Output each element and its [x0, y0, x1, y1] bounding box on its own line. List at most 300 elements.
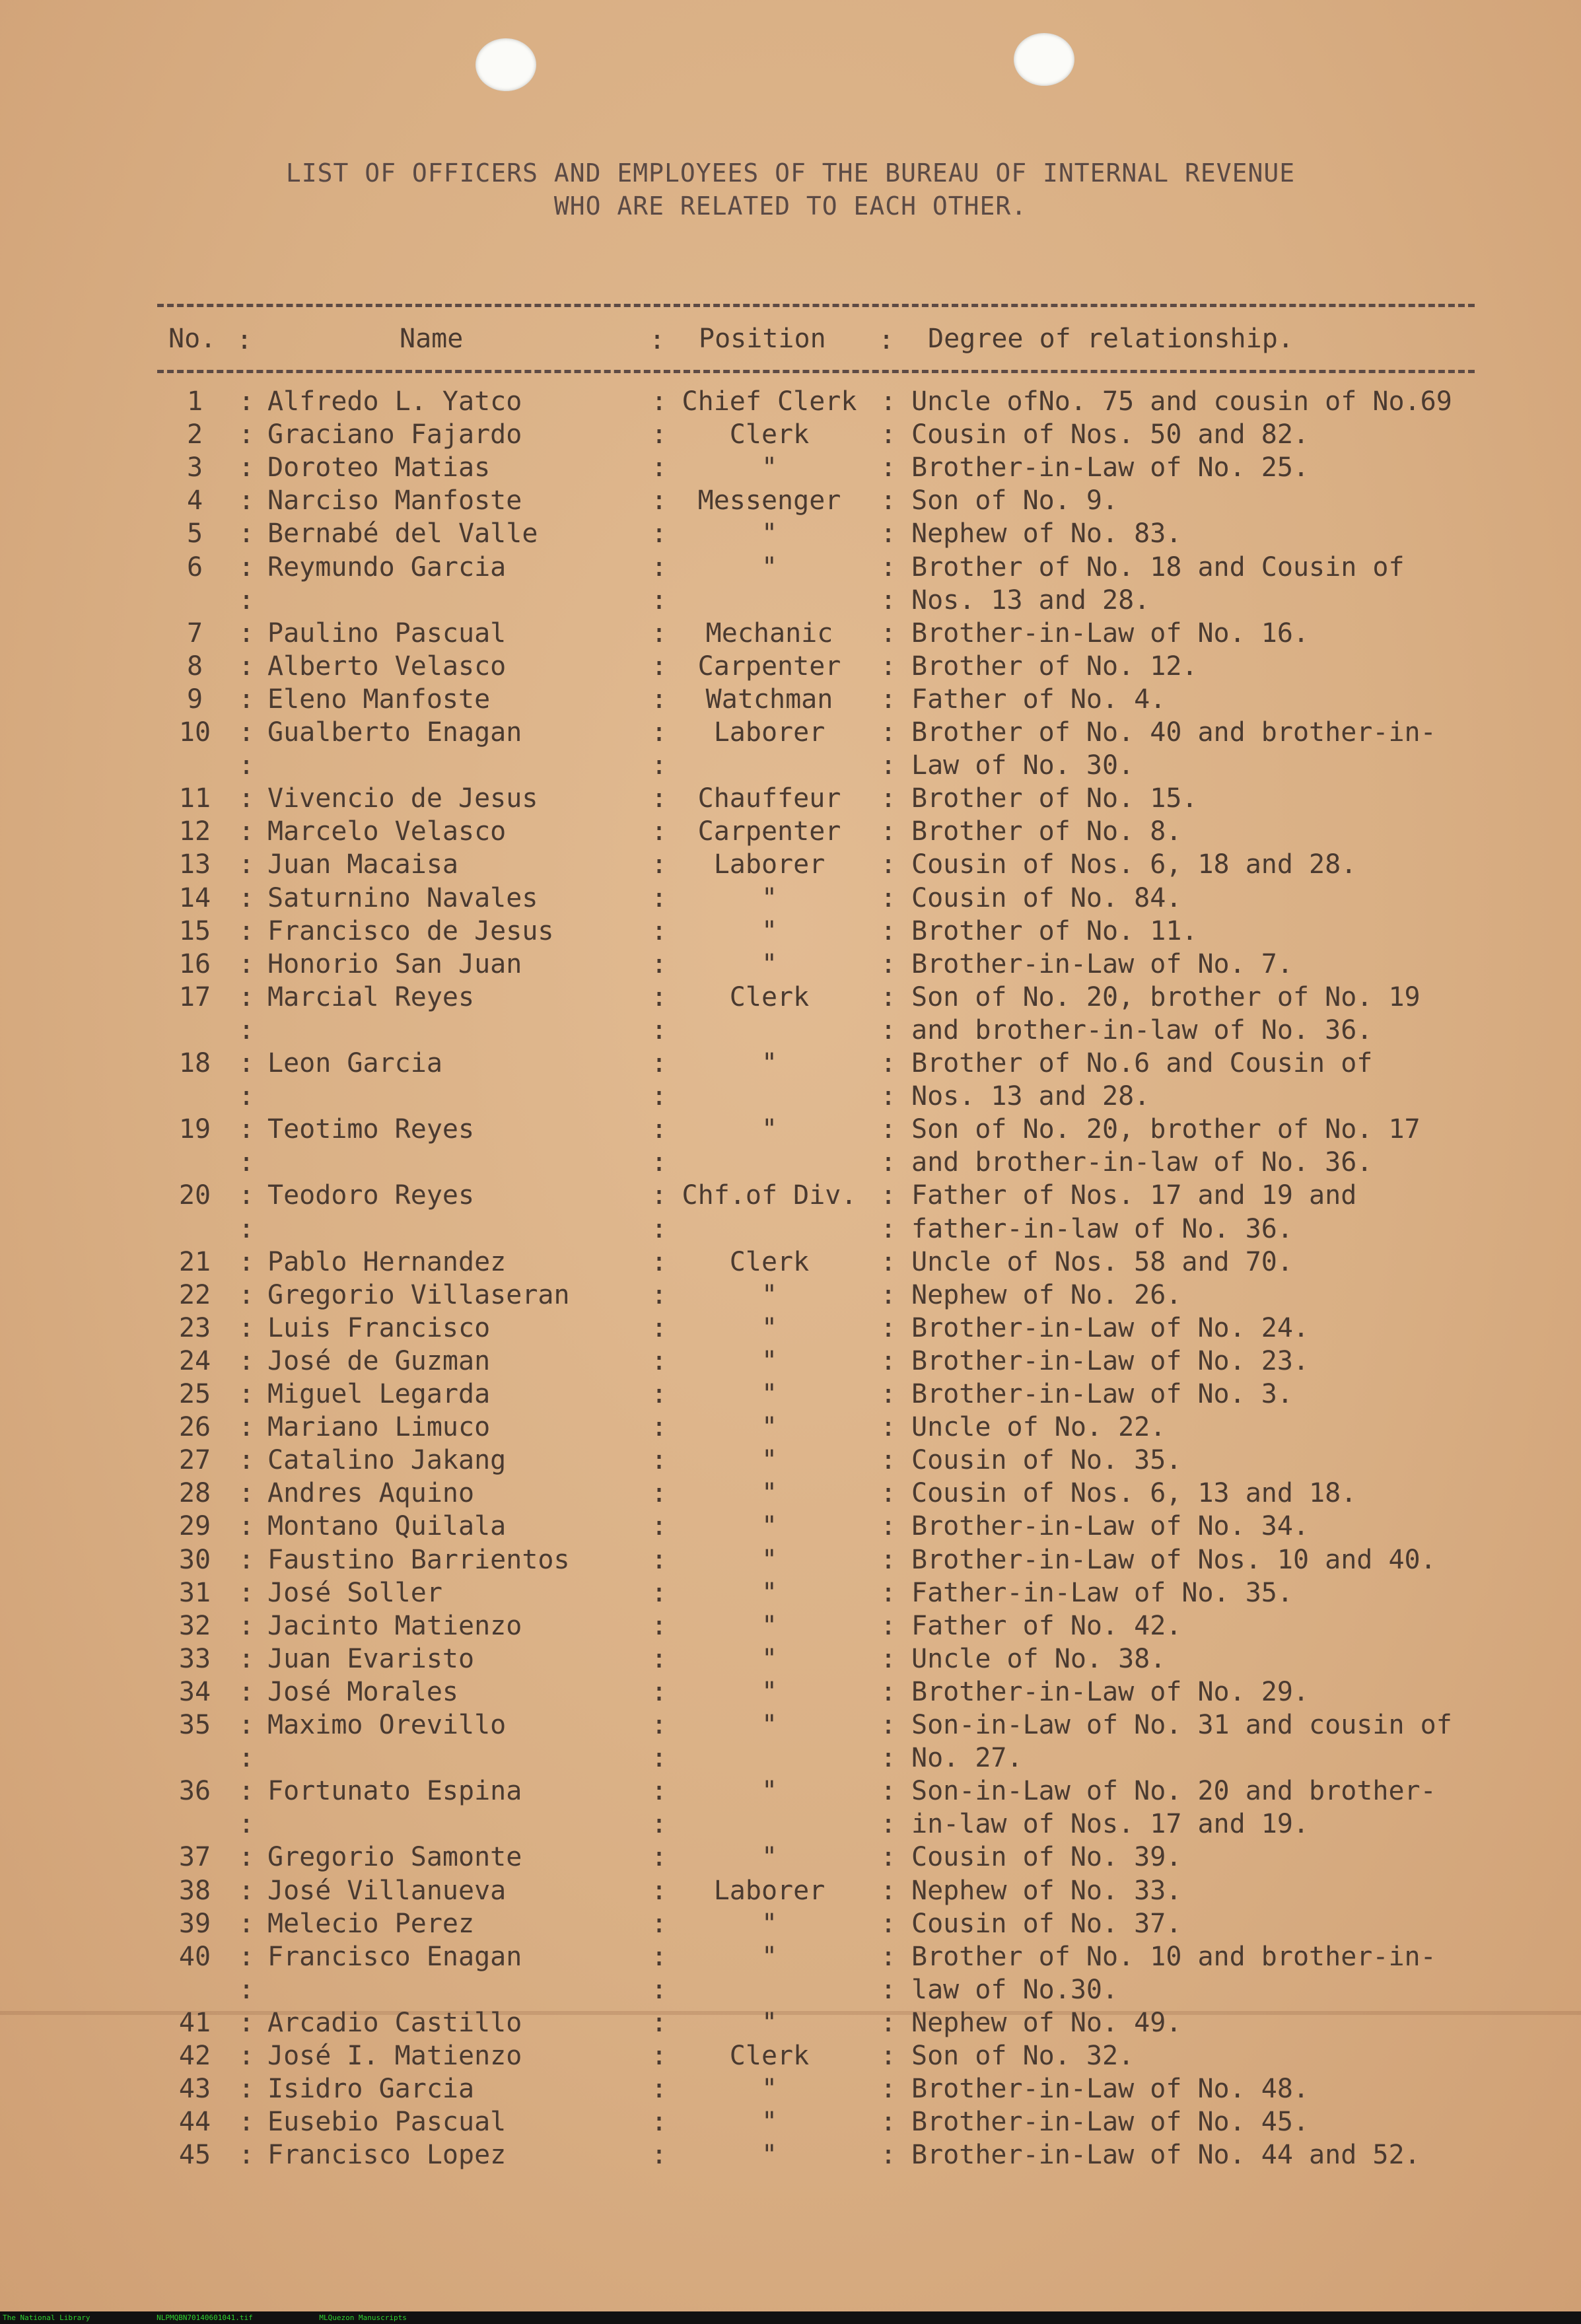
row-name: Francisco de Jesus: [267, 915, 554, 946]
column-separator: :: [880, 849, 897, 880]
table-row: [0, 1776, 1581, 1809]
row-name: Melecio Perez: [267, 1908, 475, 1939]
row-name: Luis Francisco: [267, 1312, 491, 1343]
column-separator: :: [238, 651, 255, 682]
column-separator: :: [238, 452, 255, 483]
row-number: 9: [186, 684, 203, 715]
header-sep: :: [878, 325, 895, 355]
row-name: Catalino Jakang: [267, 1445, 507, 1476]
column-separator: :: [238, 750, 255, 781]
column-separator: :: [880, 1081, 897, 1112]
column-separator: :: [650, 1014, 668, 1045]
column-separator: :: [880, 1246, 897, 1277]
column-separator: :: [238, 816, 255, 847]
punch-hole: [1014, 33, 1074, 86]
table-row: [0, 2008, 1581, 2041]
table-row: [0, 1809, 1581, 1842]
row-name: Marcelo Velasco: [267, 816, 507, 847]
row-number: 3: [186, 452, 203, 483]
column-separator: :: [650, 1676, 668, 1707]
column-separator: :: [238, 2107, 255, 2138]
row-relationship: Uncle of No. 38.: [911, 1643, 1166, 1674]
table-row: [0, 1081, 1581, 1114]
column-separator: :: [238, 1180, 255, 1211]
row-relationship: Nos. 13 and 28.: [911, 584, 1150, 616]
table-row: [0, 518, 1581, 551]
row-name: Andres Aquino: [267, 1478, 475, 1509]
row-name: Saturnino Navales: [267, 882, 538, 913]
column-separator: :: [880, 783, 897, 814]
row-number: 22: [178, 1279, 211, 1310]
top-dashed-rule: [157, 304, 1475, 307]
column-separator: :: [238, 1114, 255, 1145]
column-separator: :: [650, 750, 668, 781]
column-separator: :: [238, 948, 255, 979]
row-number: 12: [178, 816, 211, 847]
row-position: ": [761, 1610, 778, 1641]
row-number: 20: [178, 1180, 211, 1211]
table-row: [0, 1313, 1581, 1346]
column-separator: :: [650, 1842, 668, 1873]
column-separator: :: [650, 1081, 668, 1112]
table-row: [0, 1743, 1581, 1776]
column-separator: :: [238, 1676, 255, 1707]
column-separator: :: [650, 2107, 668, 2138]
table-row: [0, 783, 1581, 816]
column-separator: :: [650, 2041, 668, 2071]
row-name: Miguel Legarda: [267, 1379, 491, 1409]
column-separator: :: [880, 1345, 897, 1376]
row-relationship: Brother-in-Law of No. 45.: [911, 2107, 1310, 2138]
row-relationship: Son of No. 20, brother of No. 19: [911, 981, 1421, 1012]
column-separator: :: [650, 1974, 668, 2005]
row-relationship: Cousin of No. 84.: [911, 882, 1182, 913]
row-position: ": [761, 1345, 778, 1376]
table-row: [0, 1280, 1581, 1313]
row-number: 5: [186, 518, 203, 549]
table-row: [0, 883, 1581, 916]
column-separator: :: [650, 981, 668, 1012]
table-row: [0, 684, 1581, 717]
column-separator: :: [650, 1776, 668, 1807]
punch-hole: [475, 38, 536, 91]
row-number: 26: [178, 1412, 211, 1443]
row-number: 18: [178, 1048, 211, 1078]
table-row: [0, 1975, 1581, 2008]
column-separator: :: [880, 1875, 897, 1906]
table-row: [0, 585, 1581, 618]
table-row: [0, 1478, 1581, 1511]
row-name: Marcial Reyes: [267, 981, 475, 1012]
row-name: Juan Macaisa: [267, 849, 458, 880]
table-row: [0, 618, 1581, 651]
column-separator: :: [238, 1345, 255, 1376]
row-name: Francisco Lopez: [267, 2140, 507, 2171]
column-separator: :: [238, 1379, 255, 1409]
column-separator: :: [650, 1345, 668, 1376]
column-separator: :: [238, 617, 255, 649]
column-separator: :: [880, 2007, 897, 2038]
row-position: Carpenter: [697, 651, 841, 682]
table-row: [0, 2107, 1581, 2140]
row-relationship: Brother of No.6 and Cousin of: [911, 1048, 1373, 1078]
column-separator: :: [238, 915, 255, 946]
row-position: ": [761, 452, 778, 483]
row-number: 21: [178, 1246, 211, 1277]
row-relationship: Brother-in-Law of No. 34.: [911, 1511, 1310, 1542]
column-separator: :: [880, 1213, 897, 1244]
row-position: Chf.of Div.: [682, 1180, 857, 1211]
row-relationship: Father-in-Law of No. 35.: [911, 1577, 1293, 1608]
table-row: [0, 1942, 1581, 1975]
row-number: 39: [178, 1908, 211, 1939]
column-separator: :: [650, 849, 668, 880]
column-separator: :: [880, 2041, 897, 2071]
table-row: [0, 1445, 1581, 1478]
row-relationship: Brother-in-Law of No. 48.: [911, 2074, 1310, 2105]
column-separator: :: [880, 1379, 897, 1409]
row-relationship: Brother-in-Law of Nos. 10 and 40.: [911, 1544, 1436, 1575]
row-relationship: Brother of No. 40 and brother-in-: [911, 717, 1436, 748]
row-position: ": [761, 2107, 778, 2138]
row-relationship: Nos. 13 and 28.: [911, 1081, 1150, 1112]
table-row: [0, 1578, 1581, 1611]
column-separator: :: [238, 1908, 255, 1939]
row-number: 2: [186, 419, 203, 450]
column-separator: :: [880, 584, 897, 616]
column-separator: :: [238, 981, 255, 1012]
column-separator: :: [880, 1809, 897, 1840]
row-name: Vivencio de Jesus: [267, 783, 538, 814]
column-separator: :: [650, 1875, 668, 1906]
row-name: Juan Evaristo: [267, 1643, 475, 1674]
column-separator: :: [238, 1743, 255, 1774]
row-relationship: Cousin of No. 39.: [911, 1842, 1182, 1873]
table-row: [0, 1048, 1581, 1081]
row-relationship: Father of No. 42.: [911, 1610, 1182, 1641]
row-relationship: Brother-in-Law of No. 23.: [911, 1345, 1310, 1376]
column-separator: :: [238, 1643, 255, 1674]
column-separator: :: [880, 1908, 897, 1939]
column-separator: :: [650, 1445, 668, 1476]
column-separator: :: [650, 584, 668, 616]
column-separator: :: [238, 1842, 255, 1873]
row-position: ": [761, 1676, 778, 1707]
footer-library: The National Library: [3, 2313, 90, 2322]
row-relationship: Brother-in-Law of No. 16.: [911, 617, 1310, 649]
row-position: ": [761, 2074, 778, 2105]
column-separator: :: [880, 717, 897, 748]
column-separator: :: [650, 1710, 668, 1740]
column-separator: :: [650, 783, 668, 814]
row-number: 40: [178, 1941, 211, 1972]
row-position: Chauffeur: [697, 783, 841, 814]
row-relationship: Cousin of Nos. 50 and 82.: [911, 419, 1310, 450]
row-position: ": [761, 1577, 778, 1608]
column-separator: :: [650, 717, 668, 748]
column-separator: :: [238, 1246, 255, 1277]
row-position: ": [761, 948, 778, 979]
table-row: [0, 816, 1581, 849]
row-name: Gregorio Villaseran: [267, 1279, 570, 1310]
row-number: 8: [186, 651, 203, 682]
row-name: Isidro Garcia: [267, 2074, 475, 2105]
row-number: 19: [178, 1114, 211, 1145]
row-position: ": [761, 2007, 778, 2038]
column-separator: :: [880, 1445, 897, 1476]
scan-footer: [0, 2311, 1581, 2324]
table-row: [0, 1346, 1581, 1379]
table-row: [0, 1876, 1581, 1909]
table-row: [0, 651, 1581, 684]
row-name: Gregorio Samonte: [267, 1842, 522, 1873]
row-position: ": [761, 1048, 778, 1078]
column-separator: :: [238, 1776, 255, 1807]
row-number: 17: [178, 981, 211, 1012]
column-separator: :: [650, 1511, 668, 1542]
column-separator: :: [880, 1412, 897, 1443]
row-relationship: Brother of No. 15.: [911, 783, 1198, 814]
row-position: ": [761, 1710, 778, 1740]
row-name: José Morales: [267, 1676, 458, 1707]
column-separator: :: [880, 2074, 897, 2105]
column-separator: :: [650, 2140, 668, 2171]
footer-collection: MLQuezon Manuscripts: [319, 2313, 407, 2322]
row-relationship: Law of No. 30.: [911, 750, 1135, 781]
column-separator: :: [238, 518, 255, 549]
column-separator: :: [238, 485, 255, 516]
row-name: Eleno Manfoste: [267, 684, 491, 715]
row-number: 24: [178, 1345, 211, 1376]
row-name: Teodoro Reyes: [267, 1180, 475, 1211]
row-name: Fortunato Espina: [267, 1776, 522, 1807]
column-separator: :: [650, 1941, 668, 1972]
document-title-line-2: WHO ARE RELATED TO EACH OTHER.: [553, 192, 1028, 221]
table-row: [0, 1180, 1581, 1213]
row-relationship: Brother-in-Law of No. 29.: [911, 1676, 1310, 1707]
column-separator: :: [880, 1577, 897, 1608]
column-separator: :: [650, 1246, 668, 1277]
header-sep: :: [649, 325, 666, 355]
table-row: [0, 982, 1581, 1015]
column-separator: :: [880, 882, 897, 913]
column-separator: :: [650, 1213, 668, 1244]
row-number: 32: [178, 1610, 211, 1641]
row-position: ": [761, 2140, 778, 2171]
column-separator: :: [880, 684, 897, 715]
row-number: 28: [178, 1478, 211, 1509]
table-row: [0, 1114, 1581, 1147]
row-relationship: Brother-in-Law of No. 7.: [911, 948, 1293, 979]
row-position: ": [761, 518, 778, 549]
column-separator: :: [650, 1048, 668, 1078]
column-separator: :: [238, 419, 255, 450]
column-separator: :: [880, 1478, 897, 1509]
row-relationship: Father of No. 4.: [911, 684, 1166, 715]
column-separator: :: [238, 1279, 255, 1310]
column-separator: :: [880, 1147, 897, 1178]
row-position: ": [761, 1312, 778, 1343]
table-row: [0, 452, 1581, 485]
row-relationship: Brother of No. 10 and brother-in-: [911, 1941, 1436, 1972]
column-separator: :: [238, 1974, 255, 2005]
row-name: Mariano Limuco: [267, 1412, 491, 1443]
row-name: Alberto Velasco: [267, 651, 507, 682]
column-separator: :: [238, 584, 255, 616]
row-name: Montano Quilala: [267, 1511, 507, 1542]
column-separator: :: [650, 684, 668, 715]
column-separator: :: [238, 783, 255, 814]
row-relationship: Cousin of No. 37.: [911, 1908, 1182, 1939]
row-position: ": [761, 1279, 778, 1310]
table-row: [0, 552, 1581, 585]
row-number: 42: [178, 2041, 211, 2071]
column-separator: :: [238, 1147, 255, 1178]
row-relationship: Son of No. 32.: [911, 2041, 1135, 2071]
column-separator: :: [880, 1014, 897, 1045]
row-position: Laborer: [713, 1875, 826, 1906]
row-name: Reymundo Garcia: [267, 551, 507, 582]
table-row: [0, 750, 1581, 783]
row-name: Pablo Hernandez: [267, 1246, 507, 1277]
table-row: [0, 2140, 1581, 2173]
row-relationship: Brother-in-Law of No. 24.: [911, 1312, 1310, 1343]
row-relationship: Cousin of Nos. 6, 18 and 28.: [911, 849, 1357, 880]
row-name: José Soller: [267, 1577, 442, 1608]
table-row: [0, 1147, 1581, 1180]
column-separator: :: [880, 948, 897, 979]
table-row: [0, 717, 1581, 750]
row-position: Laborer: [713, 717, 826, 748]
row-relationship: Uncle of Nos. 58 and 70.: [911, 1246, 1293, 1277]
column-separator: :: [880, 1676, 897, 1707]
column-separator: :: [880, 981, 897, 1012]
row-number: 43: [178, 2074, 211, 2105]
column-separator: :: [238, 1014, 255, 1045]
row-relationship: Son-in-Law of No. 31 and cousin of: [911, 1710, 1452, 1740]
row-relationship: Brother-in-Law of No. 3.: [911, 1379, 1293, 1409]
row-name: Alfredo L. Yatco: [267, 386, 522, 417]
row-name: Gualberto Enagan: [267, 717, 522, 748]
row-name: José Villanueva: [267, 1875, 507, 1906]
column-separator: :: [238, 1710, 255, 1740]
column-separator: :: [238, 1081, 255, 1112]
row-position: ": [761, 1941, 778, 1972]
row-number: 41: [178, 2007, 211, 2038]
column-separator: :: [238, 1511, 255, 1542]
row-position: Laborer: [713, 849, 826, 880]
row-position: Mechanic: [705, 617, 833, 649]
column-separator: :: [880, 617, 897, 649]
row-number: 45: [178, 2140, 211, 2171]
row-name: Teotimo Reyes: [267, 1114, 475, 1145]
column-separator: :: [238, 1577, 255, 1608]
column-separator: :: [650, 1114, 668, 1145]
table-row: [0, 949, 1581, 982]
column-separator: :: [880, 386, 897, 417]
column-separator: :: [650, 1312, 668, 1343]
table-row: [0, 1545, 1581, 1578]
row-name: Arcadio Castillo: [267, 2007, 522, 2038]
row-position: ": [761, 1412, 778, 1443]
header-no: No.: [168, 324, 217, 354]
row-relationship: Nephew of No. 83.: [911, 518, 1182, 549]
column-separator: :: [880, 1643, 897, 1674]
row-number: 1: [186, 386, 203, 417]
footer-file: NLPMQBN70140601041.tif: [157, 2313, 253, 2322]
row-relationship: Uncle ofNo. 75 and cousin of No.69: [911, 386, 1452, 417]
row-name: Bernabé del Valle: [267, 518, 538, 549]
column-separator: :: [238, 2140, 255, 2171]
row-number: 13: [178, 849, 211, 880]
column-separator: :: [650, 1478, 668, 1509]
row-name: Graciano Fajardo: [267, 419, 522, 450]
row-position: ": [761, 1445, 778, 1476]
row-number: 11: [178, 783, 211, 814]
column-separator: :: [650, 882, 668, 913]
table-row: [0, 1842, 1581, 1875]
table-row: [0, 1379, 1581, 1412]
column-separator: :: [880, 1941, 897, 1972]
row-relationship: in-law of Nos. 17 and 19.: [911, 1809, 1310, 1840]
column-separator: :: [650, 1147, 668, 1178]
header-position: Position: [699, 324, 826, 354]
row-relationship: Cousin of Nos. 6, 13 and 18.: [911, 1478, 1357, 1509]
row-position: ": [761, 882, 778, 913]
column-separator: :: [880, 419, 897, 450]
row-name: José I. Matienzo: [267, 2041, 522, 2071]
column-separator: :: [650, 1577, 668, 1608]
column-separator: :: [880, 1974, 897, 2005]
column-separator: :: [650, 551, 668, 582]
row-number: 37: [178, 1842, 211, 1873]
row-number: 44: [178, 2107, 211, 2138]
row-number: 29: [178, 1511, 211, 1542]
row-position: Messenger: [697, 485, 841, 516]
column-separator: :: [238, 2041, 255, 2071]
column-separator: :: [880, 2140, 897, 2171]
column-separator: :: [880, 651, 897, 682]
row-number: 7: [186, 617, 203, 649]
row-name: Paulino Pascual: [267, 617, 507, 649]
table-row: [0, 1611, 1581, 1644]
row-relationship: Brother-in-Law of No. 25.: [911, 452, 1310, 483]
row-name: Francisco Enagan: [267, 1941, 522, 1972]
column-separator: :: [650, 2007, 668, 2038]
column-separator: :: [238, 2007, 255, 2038]
column-separator: :: [238, 684, 255, 715]
column-separator: :: [238, 882, 255, 913]
row-name: Doroteo Matias: [267, 452, 491, 483]
column-separator: :: [650, 1643, 668, 1674]
table-row: [0, 419, 1581, 452]
table-row: [0, 1710, 1581, 1743]
row-position: ": [761, 1114, 778, 1145]
row-number: 15: [178, 915, 211, 946]
row-number: 14: [178, 882, 211, 913]
table-row: [0, 1644, 1581, 1677]
row-relationship: Son of No. 9.: [911, 485, 1119, 516]
column-separator: :: [880, 1279, 897, 1310]
row-position: ": [761, 1776, 778, 1807]
column-separator: :: [650, 485, 668, 516]
column-separator: :: [650, 1180, 668, 1211]
row-position: Watchman: [705, 684, 833, 715]
column-separator: :: [880, 816, 897, 847]
row-relationship: Son of No. 20, brother of No. 17: [911, 1114, 1421, 1145]
header-relationship: Degree of relationship.: [928, 324, 1294, 354]
row-number: 10: [178, 717, 211, 748]
